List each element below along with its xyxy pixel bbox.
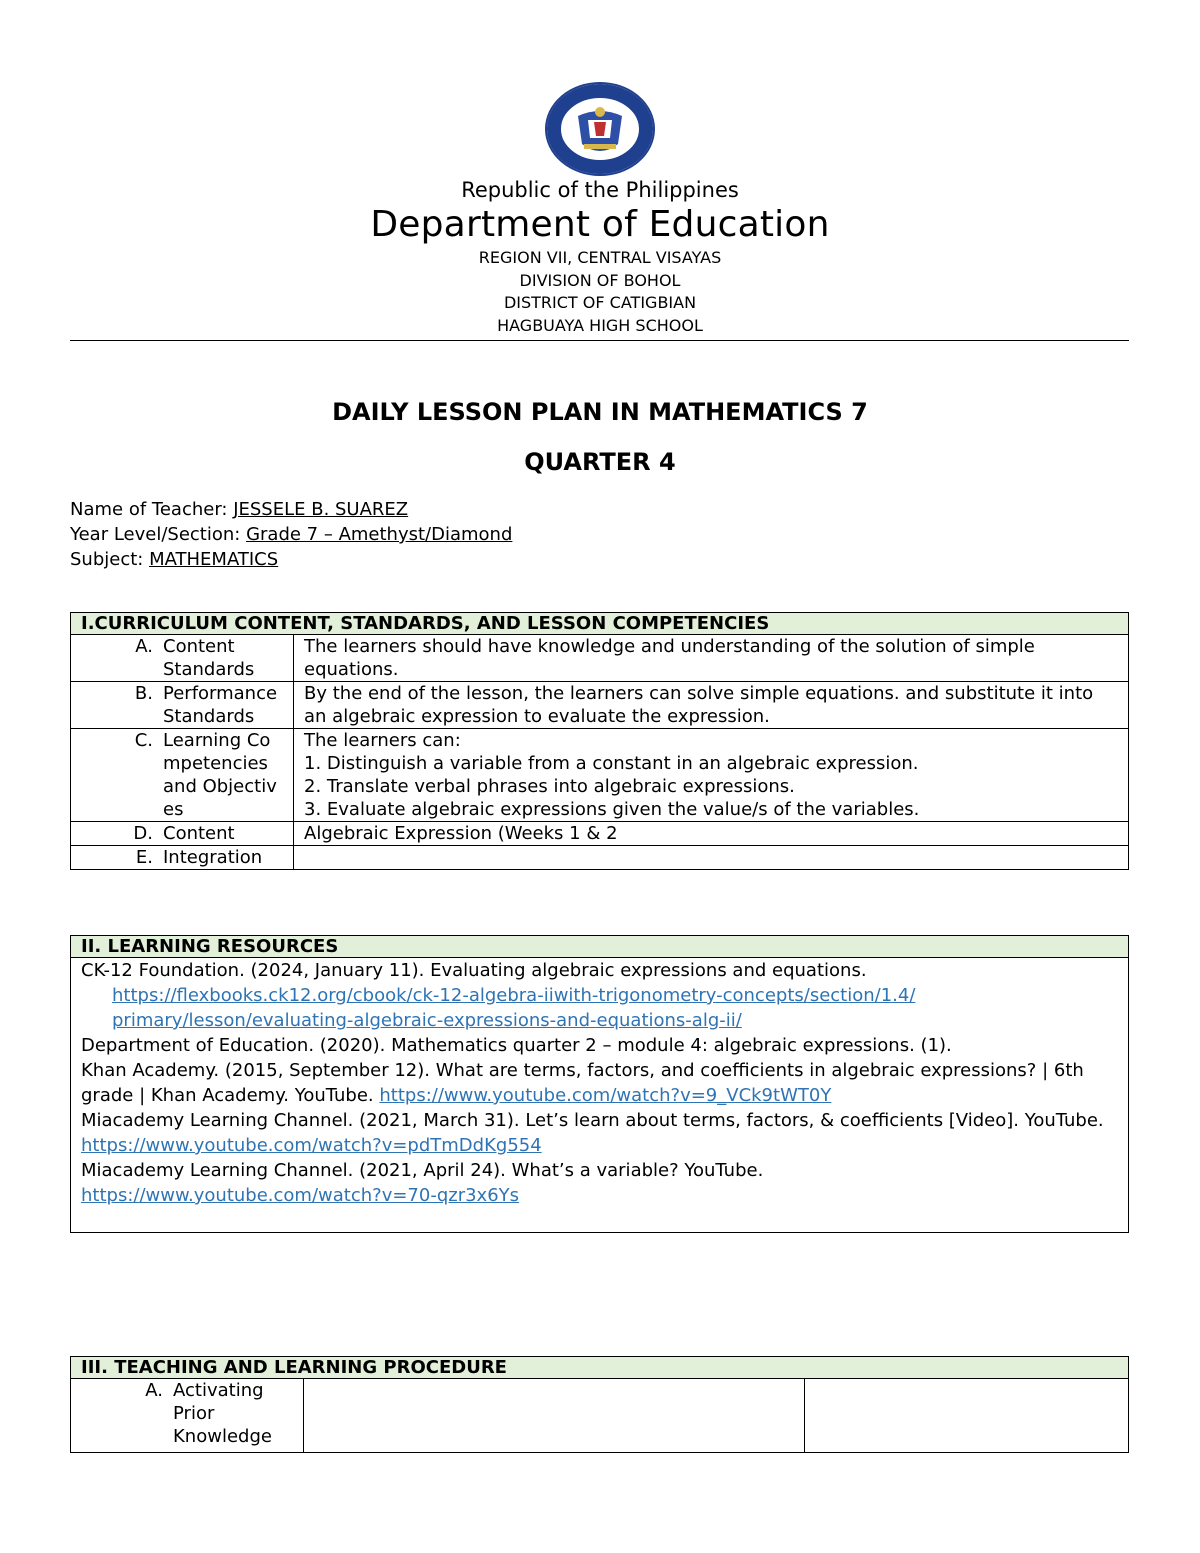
table-row: [71, 729, 1129, 822]
table-row: [71, 682, 1129, 729]
reference-4-link[interactable]: https://www.youtube.com/watch?v=pdTmDdKg554: [81, 1135, 542, 1156]
school-text: HAGBUAYA HIGH SCHOOL: [497, 315, 703, 335]
level-label: Year Level/Section:: [70, 524, 247, 545]
plan-title: DAILY LESSON PLAN IN MATHEMATICS 7: [332, 398, 868, 426]
objective-line: 1. Distinguish a variable from a constant in an algebraic expression.: [304, 753, 919, 774]
row-label: Content: [163, 823, 235, 844]
table-row: [71, 635, 1129, 682]
subject-label: Subject:: [70, 549, 150, 570]
teacher-value: JESSELE B. SUAREZ: [233, 499, 409, 520]
row-letter: C.: [134, 730, 153, 751]
procedure-cell: [805, 1379, 1129, 1453]
row-label: Performance Standards: [163, 683, 278, 727]
reference-3: Khan Academy. (2015, September 12). What are terms, factors, and coefficients in algebraic expressions? | 6th grade | Khan Academy. YouTube.: [81, 1060, 1084, 1106]
curriculum-heading: I.CURRICULUM CONTENT, STANDARDS, AND LESSON COMPETENCIES: [71, 613, 1129, 635]
republic-text: Republic of the Philippines: [461, 178, 739, 202]
teacher-info: [70, 497, 512, 572]
row-label: Content Standards: [163, 636, 255, 680]
row-letter: D.: [133, 823, 153, 844]
reference-5-link[interactable]: https://www.youtube.com/watch?v=70-qzr3x6Ys: [81, 1185, 520, 1206]
reference-3-link[interactable]: https://www.youtube.com/watch?v=9_VCk9tWT0Y: [379, 1085, 832, 1106]
level-value: Grade 7 – Amethyst/Diamond: [246, 524, 513, 545]
reference-1-link[interactable]: https://flexbooks.ck12.org/cbook/ck-12-algebra-iiwith-trigonometry-concepts/section/1.4/: [112, 985, 916, 1006]
row-letter: E.: [135, 847, 153, 868]
objective-line: 3. Evaluate algebraic expressions given the value/s of the variables.: [304, 799, 920, 820]
objective-line: The learners can:: [304, 730, 461, 751]
row-label: Learning Competencies and Objectives: [163, 730, 277, 820]
table-row: [71, 846, 1129, 870]
reference-1: CK-12 Foundation. (2024, January 11). Evaluating algebraic expressions and equations.: [81, 960, 867, 981]
table-row: [71, 1379, 1129, 1453]
procedure-heading: III. TEACHING AND LEARNING PROCEDURE: [71, 1357, 1129, 1379]
reference-2: Department of Education. (2020). Mathematics quarter 2 – module 4: algebraic expressions. (1).: [81, 1035, 952, 1056]
row-text: Algebraic Expression (Weeks 1 & 2: [294, 822, 1129, 846]
quarter-title: QUARTER 4: [524, 448, 676, 476]
office-lines: [0, 247, 1200, 337]
row-letter: A.: [145, 1380, 163, 1401]
curriculum-table: [70, 612, 1129, 870]
deped-seal-icon: [544, 82, 656, 176]
row-text: By the end of the lesson, the learners can solve simple equations. and substitute it into an algebraic expression to evaluate the expression.: [294, 682, 1129, 729]
row-letter: B.: [134, 683, 153, 704]
reference-4: Miacademy Learning Channel. (2021, March 31). Let’s learn about terms, factors, & coefficients [Video]. YouTube.: [81, 1110, 1104, 1131]
reference-5: Miacademy Learning Channel. (2021, April 24). What’s a variable? YouTube.: [81, 1160, 764, 1181]
row-letter: A.: [135, 636, 153, 657]
teacher-label: Name of Teacher:: [70, 499, 234, 520]
reference-1-link-cont[interactable]: primary/lesson/evaluating-algebraic-expressions-and-equations-alg-ii/: [112, 1010, 742, 1031]
region-text: REGION VII, CENTRAL VISAYAS: [478, 248, 722, 267]
resources-body: [71, 958, 1129, 1233]
procedure-table: [70, 1356, 1129, 1453]
row-label: Integration: [163, 847, 263, 868]
row-text: The learners should have knowledge and understanding of the solution of simple equations.: [294, 635, 1129, 682]
table-row: [71, 822, 1129, 846]
resources-heading: II. LEARNING RESOURCES: [71, 936, 1129, 958]
header-divider: [70, 340, 1129, 341]
row-label: Activating Prior Knowledge: [173, 1380, 272, 1447]
district-text: DISTRICT OF CATIGBIAN: [503, 293, 697, 312]
objective-line: 2. Translate verbal phrases into algebraic expressions.: [304, 776, 795, 797]
department-title: Department of Education: [370, 204, 830, 245]
subject-value: MATHEMATICS: [149, 549, 279, 570]
procedure-cell: [304, 1379, 805, 1453]
division-text: DIVISION OF BOHOL: [519, 270, 681, 290]
resources-table: [70, 935, 1129, 1233]
row-text: [294, 846, 1129, 870]
